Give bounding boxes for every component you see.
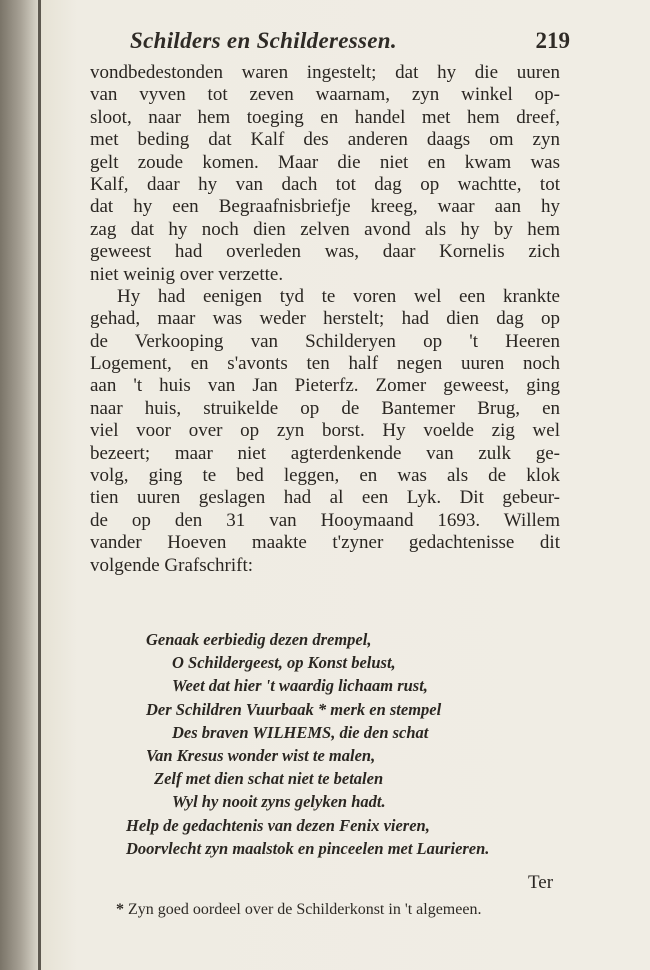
poem-line: Weet dat hier 't waardig lichaam rust, xyxy=(172,676,428,696)
text-line: tien uuren geslagen had al een Lyk. Dit gebeur- xyxy=(90,487,560,509)
footnote xyxy=(116,901,576,919)
poem-line: Help de gedachtenis van dezen Fenix vieren, xyxy=(126,815,430,835)
poem-line: Der Schildren Vuurbaak * merk en stempel xyxy=(146,699,442,719)
poem-line: Zelf met dien schat niet te betalen xyxy=(154,769,384,789)
text-line: vander Hoeven maakte t'zyner gedachtenisse dit xyxy=(90,532,560,554)
text-line: sloot, naar hem toeging en handel met hem dreef, xyxy=(90,106,560,128)
text-line: Logement, en s'avonts ten half negen uuren noch xyxy=(90,353,560,375)
text-line: volg, ging te bed leggen, en was als de klok xyxy=(90,465,560,487)
text-line: van vyven tot zeven waarnam, zyn winkel op- xyxy=(90,84,560,106)
page-header xyxy=(130,28,570,62)
text-line: niet weinig over verzette. xyxy=(90,263,284,285)
text-line: bezeert; maar niet agterdenkende van zulk ge- xyxy=(90,442,560,464)
text-line: Hy had eenigen tyd te voren wel een krankte xyxy=(117,285,560,307)
catchword: Ter xyxy=(528,872,554,893)
body-text xyxy=(90,62,560,577)
book-gutter xyxy=(0,0,38,970)
text-line: de Verkooping van Schilderyen op 't Heeren xyxy=(90,330,560,352)
footnote-mark: * xyxy=(116,901,124,918)
text-line: de op den 31 van Hooymaand 1693. Willem xyxy=(90,509,560,531)
poem-line: Doorvlecht zyn maalstok en pinceelen met Laurieren. xyxy=(126,838,490,858)
poem-line: Des braven WILHEMS, die den schat xyxy=(172,722,429,742)
poem-line: O Schildergeest, op Konst belust, xyxy=(172,653,396,673)
poem-line: Genaak eerbiedig dezen drempel, xyxy=(146,630,372,649)
poem-line: Van Kresus wonder wist te malen, xyxy=(146,745,376,765)
footnote-text: Zyn goed oordeel over de Schilderkonst in 't algemeen. xyxy=(128,901,482,918)
page-number: 219 xyxy=(535,28,570,53)
text-line: vondbedestonden waren ingestelt; dat hy die uuren xyxy=(90,62,560,83)
poem-line: Wyl hy nooit zyns gelyken hadt. xyxy=(172,792,386,812)
text-line: naar huis, struikelde op de Bantemer Brug, en xyxy=(90,397,560,419)
epitaph-poem xyxy=(126,628,586,860)
text-line: dat hy een Begraafnisbriefje kreeg, waar aan hy xyxy=(90,196,560,218)
text-line: gelt zoude komen. Maar die niet en kwam was xyxy=(90,151,560,173)
text-line: volgende Grafschrift: xyxy=(90,554,254,576)
text-line: met beding dat Kalf des anderen daags om zyn xyxy=(90,129,560,151)
text-line: gehad, maar was weder herstelt; had dien dag op xyxy=(90,308,560,330)
text-line: viel voor over op zyn borst. Hy voelde zig wel xyxy=(90,420,560,442)
text-line: geweest had overleden was, daar Kornelis zich xyxy=(90,241,560,263)
text-line: aan 't huis van Jan Pieterfz. Zomer geweest, ging xyxy=(90,375,560,397)
text-line: Kalf, daar hy van dach tot dag op wachtte, tot xyxy=(90,173,560,195)
text-line: zag dat hy noch dien zelven avond als hy by hem xyxy=(90,218,560,240)
running-head: Schilders en Schilderessen. xyxy=(130,28,397,53)
